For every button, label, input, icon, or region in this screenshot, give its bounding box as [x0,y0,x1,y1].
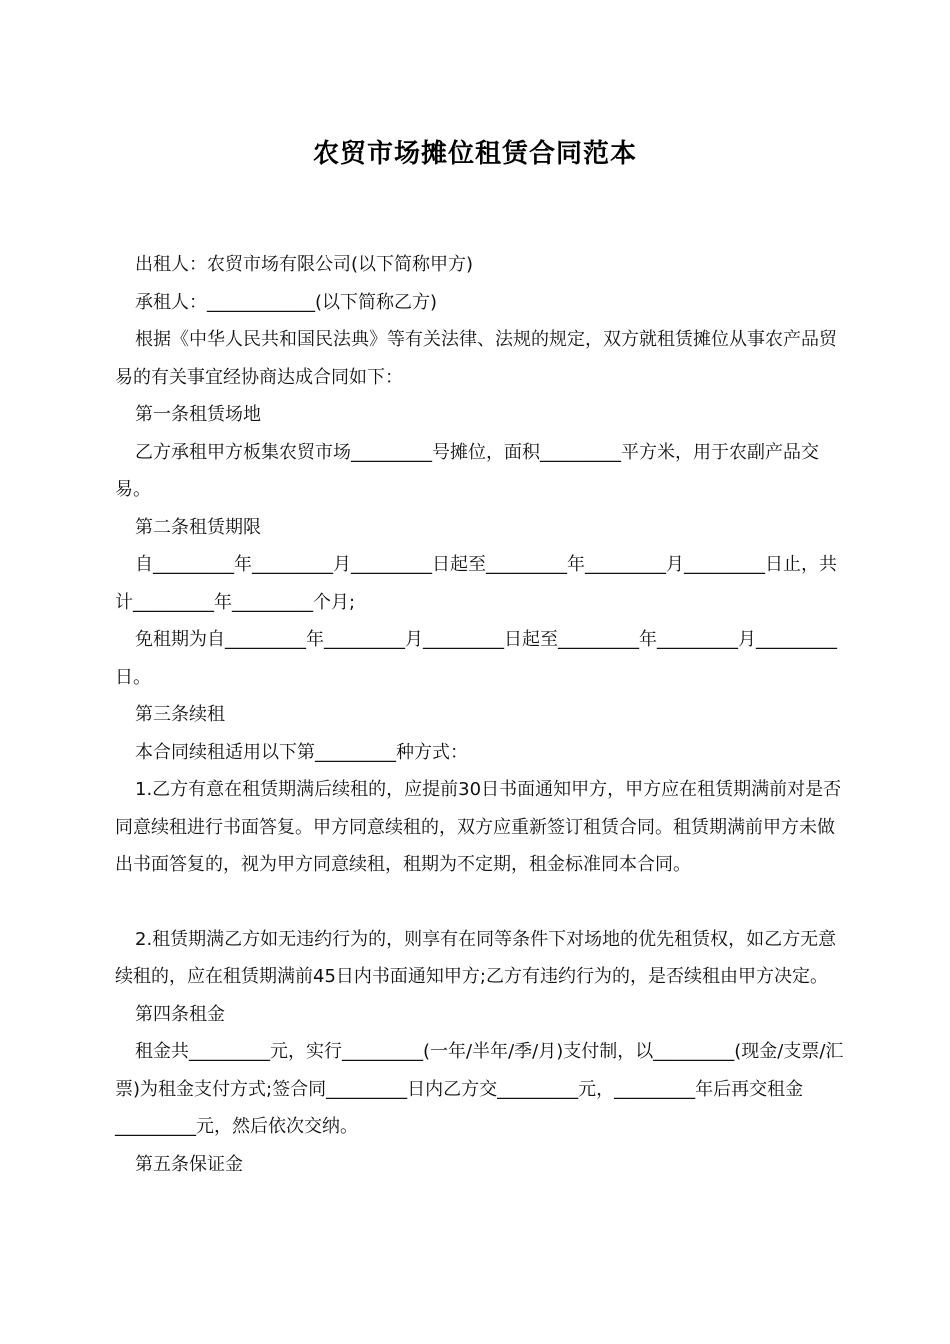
paragraph-spacer [115,884,845,921]
rent-free-period-text: 免租期为自_________年_________月_________日起至_________年_________月_________日。 [115,629,837,688]
lessee-line: 承租人：____________(以下简称乙方) [135,291,438,313]
renewal-method-text: 本合同续租适用以下第_________种方式： [135,741,468,763]
article-1-heading: 第一条租赁场地 [135,404,261,425]
preamble-paragraph: 根据《中华人民共和国民法典》等有关法律、法规的规定，双方就租赁摊位从事农产品贸易的有关事宜经协商达成合同如下： [115,329,837,388]
renewal-option-2: 2.租赁期满乙方如无违约行为的，则享有在同等条件下对场地的优先租赁权，如乙方无意续租的，应在租赁期满前45日内书面通知甲方;乙方有违约行为的，是否续租由甲方决定。 [115,928,837,987]
article-1-text: 乙方承租甲方板集农贸市场_________号摊位，面积_________平方米，用于农副产品交易。 [115,441,819,500]
lessor-line: 出租人：农贸市场有限公司(以下简称甲方) [135,254,474,275]
renewal-option-1: 1.乙方有意在租赁期满后续租的，应提前30日书面通知甲方，甲方应在租赁期满前对是否同意续租进行书面答复。甲方同意续租的，双方应重新签订租赁合同。租赁期满前甲方未做出书面答复的，视为甲方同意续租，租期为不定期，租金标准同本合同。 [115,779,842,875]
document-title: 农贸市场摊位租赁合同范本 [312,139,637,169]
document-body [115,246,845,1183]
article-3-heading: 第三条续租 [135,704,225,725]
article-2-heading: 第二条租赁期限 [135,516,261,538]
lease-term-text: 自_________年_________月_________日起至_________年_________月_________日止，共计_________年_________个月; [115,554,837,613]
article-5-heading: 第五条保证金 [135,1153,243,1175]
rent-payment-text: 租金共_________元，实行_________(一年/半年/季/月)支付制，以_________(现金/支票/汇票)为租金支付方式;签合同_________日内乙方交_________元，_________年后再交租金_________元，然后依次交纳。 [115,1041,844,1137]
article-4-heading: 第四条租金 [135,1003,225,1025]
